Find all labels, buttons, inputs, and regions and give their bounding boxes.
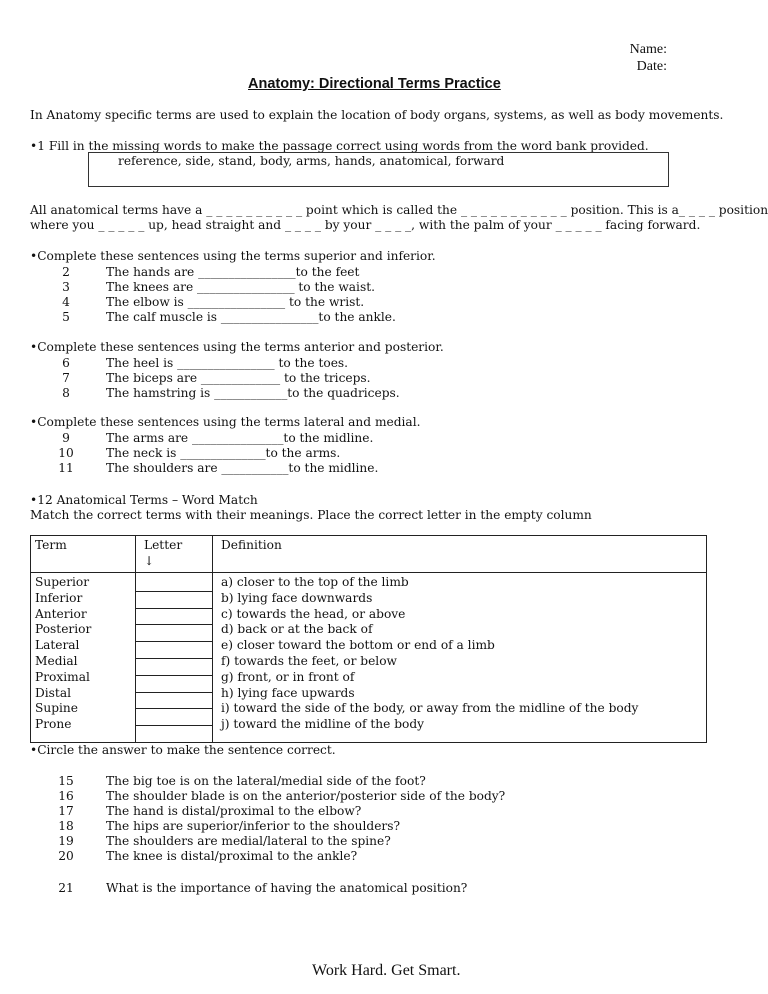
- item-number: 19: [58, 834, 74, 848]
- term-item: Inferior: [35, 590, 83, 605]
- item-text: The biceps are _____________ to the triceps.: [106, 371, 371, 385]
- term-item: Prone: [35, 717, 72, 732]
- item-text: The shoulders are medial/lateral to the spine?: [106, 834, 391, 848]
- term-header: [31, 536, 136, 573]
- item-number: 7: [62, 371, 70, 385]
- item-number: 6: [62, 356, 70, 370]
- intro-text: In Anatomy specific terms are used to explain the location of body organs, systems, as well as body movements.: [30, 108, 724, 122]
- letter-header: [136, 536, 213, 573]
- definition-column: [213, 573, 707, 743]
- table-body-row: [31, 573, 707, 743]
- item-text: The hands are ________________to the feet: [106, 265, 360, 279]
- term-item: Superior: [35, 575, 90, 589]
- definition-item: e) closer toward the bottom or end of a limb: [221, 638, 495, 653]
- item-number: 5: [62, 310, 70, 324]
- item-number: 15: [58, 774, 74, 788]
- item-text: The shoulders are ___________to the midline.: [106, 461, 379, 475]
- q1-passage-line1: All anatomical terms have a _ _ _ _ _ _ _ _ _ _ point which is called the _ _ _ _ _ _ _ _ _ _ _ position. This is a_ _ _ _ position: [30, 203, 768, 217]
- item-text: The hips are superior/inferior to the shoulders?: [106, 819, 401, 833]
- item-text: The hand is distal/proximal to the elbow?: [106, 804, 362, 818]
- item-number: 10: [58, 446, 74, 460]
- letter-cell[interactable]: [136, 575, 212, 592]
- word-match-instructions: Match the correct terms with their meanings. Place the correct letter in the empty column: [30, 508, 592, 522]
- letter-cell[interactable]: [136, 592, 212, 609]
- item-text: The neck is ______________to the arms.: [106, 446, 341, 460]
- item-number: 4: [62, 295, 70, 309]
- item-number: 18: [58, 819, 74, 833]
- term-item: Anterior: [35, 606, 87, 621]
- letter-cell[interactable]: [136, 709, 212, 726]
- definition-item: i) toward the side of the body, or away from the midline of the body: [221, 701, 639, 716]
- item-number: 9: [62, 431, 70, 445]
- term-item: Distal: [35, 685, 71, 700]
- item-text: The calf muscle is ________________to the ankle.: [106, 310, 396, 324]
- definition-header-label: Definition: [221, 538, 282, 552]
- word-match-table: [30, 535, 707, 743]
- item-number: 8: [62, 386, 70, 400]
- item-text: The arms are _______________to the midline.: [106, 431, 374, 445]
- term-header-label: Term: [35, 538, 67, 552]
- definition-item: b) lying face downwards: [221, 590, 373, 605]
- definition-item: d) back or at the back of: [221, 622, 373, 637]
- page-title: Anatomy: Directional Terms Practice: [248, 76, 501, 92]
- item-text: The knee is distal/proximal to the ankle?: [106, 849, 358, 863]
- item-text: The heel is ________________ to the toes.: [106, 356, 349, 370]
- term-item: Proximal: [35, 669, 90, 684]
- lateral-medial-prompt: •Complete these sentences using the terms lateral and medial.: [30, 415, 421, 429]
- definition-item: h) lying face upwards: [221, 685, 355, 700]
- letter-cell[interactable]: [136, 609, 212, 626]
- word-bank-box: [88, 152, 669, 187]
- letter-cell[interactable]: [136, 676, 212, 693]
- item-text: The knees are ________________ to the waist.: [106, 280, 375, 294]
- definition-item: c) towards the head, or above: [221, 606, 406, 621]
- word-bank-text: reference, side, stand, body, arms, hands, anatomical, forward: [118, 154, 505, 168]
- letter-cell[interactable]: [136, 726, 212, 742]
- word-match-heading: •12 Anatomical Terms – Word Match: [30, 493, 258, 507]
- letter-cell[interactable]: [136, 642, 212, 659]
- term-item: Supine: [35, 701, 78, 716]
- item-text: The shoulder blade is on the anterior/posterior side of the body?: [106, 789, 506, 803]
- item-text: The hamstring is ____________to the quadriceps.: [106, 386, 400, 400]
- term-item: Posterior: [35, 622, 92, 637]
- term-item: Lateral: [35, 638, 80, 653]
- superior-inferior-prompt: •Complete these sentences using the terms superior and inferior.: [30, 249, 436, 263]
- item-number: 16: [58, 789, 74, 803]
- item-number: 3: [62, 280, 70, 294]
- down-arrow-icon: ↓: [144, 553, 155, 568]
- item-number: 21: [58, 881, 74, 895]
- item-number: 11: [58, 461, 74, 475]
- definition-item: a) closer to the top of the limb: [221, 575, 409, 589]
- letter-cell[interactable]: [136, 625, 212, 642]
- item-text: What is the importance of having the anatomical position?: [106, 881, 468, 895]
- term-column: [31, 573, 136, 743]
- anterior-posterior-prompt: •Complete these sentences using the terms anterior and posterior.: [30, 340, 444, 354]
- footer-motto: Work Hard. Get Smart.: [312, 962, 461, 979]
- circle-prompt: •Circle the answer to make the sentence correct.: [30, 743, 336, 757]
- item-number: 2: [62, 265, 70, 279]
- letter-cell[interactable]: [136, 693, 212, 710]
- item-text: The elbow is ________________ to the wrist.: [106, 295, 365, 309]
- header-date-label: Date:: [636, 59, 667, 74]
- item-text: The big toe is on the lateral/medial side of the foot?: [106, 774, 426, 788]
- header-name-label: Name:: [629, 42, 667, 57]
- term-item: Medial: [35, 653, 78, 668]
- definition-header: [213, 536, 707, 573]
- definition-item: f) towards the feet, or below: [221, 653, 397, 668]
- item-number: 17: [58, 804, 74, 818]
- q1-passage-line2: where you _ _ _ _ _ up, head straight and _ _ _ _ by your _ _ _ _, with the palm of your _ _ _ _ _ facing forward.: [30, 218, 701, 232]
- letter-cell[interactable]: [136, 659, 212, 676]
- table-header-row: [31, 536, 707, 573]
- letter-column[interactable]: [136, 573, 213, 743]
- definition-item: g) front, or in front of: [221, 669, 355, 684]
- q1-prompt: •1 Fill in the missing words to make the passage correct using words from the word bank provided.: [30, 139, 649, 153]
- letter-header-label: Letter: [144, 538, 183, 552]
- definition-item: j) toward the midline of the body: [221, 717, 425, 732]
- item-number: 20: [58, 849, 74, 863]
